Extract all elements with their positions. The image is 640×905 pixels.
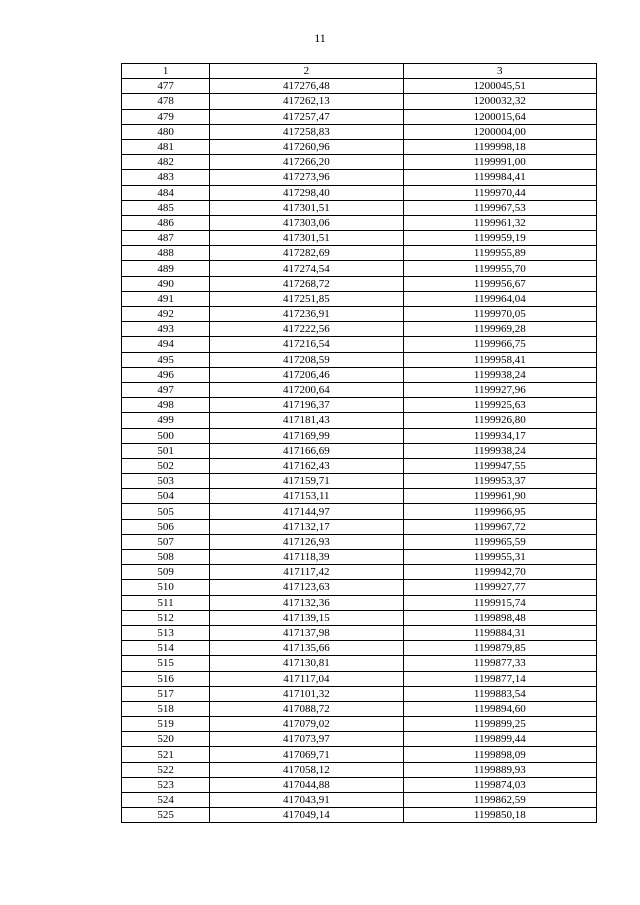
x-coordinate-cell: 417159,71 — [210, 474, 403, 489]
y-coordinate-cell: 1199953,37 — [403, 474, 596, 489]
point-number-cell: 516 — [122, 671, 210, 686]
point-number-cell: 513 — [122, 625, 210, 640]
x-coordinate-cell: 417216,54 — [210, 337, 403, 352]
table-row — [122, 398, 597, 413]
x-coordinate-cell: 417132,36 — [210, 595, 403, 610]
table-row — [122, 489, 597, 504]
table-row — [122, 276, 597, 291]
x-coordinate-cell: 417273,96 — [210, 170, 403, 185]
y-coordinate-cell: 1200015,64 — [403, 109, 596, 124]
y-coordinate-cell: 1199883,54 — [403, 686, 596, 701]
point-number-cell: 485 — [122, 200, 210, 215]
x-coordinate-cell: 417166,69 — [210, 443, 403, 458]
point-number-cell: 523 — [122, 777, 210, 792]
y-coordinate-cell: 1199955,31 — [403, 550, 596, 565]
y-coordinate-cell: 1199915,74 — [403, 595, 596, 610]
x-coordinate-cell: 417117,42 — [210, 565, 403, 580]
y-coordinate-cell: 1199850,18 — [403, 808, 596, 823]
y-coordinate-cell: 1199877,33 — [403, 656, 596, 671]
point-number-cell: 500 — [122, 428, 210, 443]
point-number-cell: 505 — [122, 504, 210, 519]
table-row — [122, 443, 597, 458]
table-row — [122, 155, 597, 170]
y-coordinate-cell: 1199991,00 — [403, 155, 596, 170]
point-number-cell: 491 — [122, 291, 210, 306]
point-number-cell: 482 — [122, 155, 210, 170]
point-number-cell: 520 — [122, 732, 210, 747]
point-number-cell: 511 — [122, 595, 210, 610]
x-coordinate-cell: 417079,02 — [210, 717, 403, 732]
point-number-cell: 477 — [122, 79, 210, 94]
point-number-cell: 488 — [122, 246, 210, 261]
table-row — [122, 307, 597, 322]
point-number-cell: 483 — [122, 170, 210, 185]
x-coordinate-cell: 417208,59 — [210, 352, 403, 367]
y-coordinate-cell: 1199970,05 — [403, 307, 596, 322]
y-coordinate-cell: 1199877,14 — [403, 671, 596, 686]
x-coordinate-cell: 417058,12 — [210, 762, 403, 777]
table-row — [122, 413, 597, 428]
point-number-cell: 510 — [122, 580, 210, 595]
y-coordinate-cell: 1199958,41 — [403, 352, 596, 367]
x-coordinate-cell: 417123,63 — [210, 580, 403, 595]
y-coordinate-cell: 1199879,85 — [403, 641, 596, 656]
y-coordinate-cell: 1199966,95 — [403, 504, 596, 519]
x-coordinate-cell: 417276,48 — [210, 79, 403, 94]
x-coordinate-cell: 417044,88 — [210, 777, 403, 792]
point-number-cell: 512 — [122, 610, 210, 625]
y-coordinate-cell: 1199967,53 — [403, 200, 596, 215]
y-coordinate-cell: 1199969,28 — [403, 322, 596, 337]
y-coordinate-cell: 1199967,72 — [403, 519, 596, 534]
point-number-cell: 499 — [122, 413, 210, 428]
table-row — [122, 246, 597, 261]
point-number-cell: 525 — [122, 808, 210, 823]
x-coordinate-cell: 417266,20 — [210, 155, 403, 170]
y-coordinate-cell: 1199926,80 — [403, 413, 596, 428]
table-row — [122, 215, 597, 230]
y-coordinate-cell: 1199965,59 — [403, 534, 596, 549]
x-coordinate-cell: 417303,06 — [210, 215, 403, 230]
y-coordinate-cell: 1199956,67 — [403, 276, 596, 291]
point-number-cell: 501 — [122, 443, 210, 458]
x-coordinate-cell: 417162,43 — [210, 458, 403, 473]
x-coordinate-cell: 417043,91 — [210, 793, 403, 808]
x-coordinate-cell: 417257,47 — [210, 109, 403, 124]
table-row — [122, 367, 597, 382]
table-row — [122, 732, 597, 747]
x-coordinate-cell: 417069,71 — [210, 747, 403, 762]
point-number-cell: 524 — [122, 793, 210, 808]
x-coordinate-cell: 417268,72 — [210, 276, 403, 291]
y-coordinate-cell: 1199927,77 — [403, 580, 596, 595]
x-coordinate-cell: 417169,99 — [210, 428, 403, 443]
y-coordinate-cell: 1199874,03 — [403, 777, 596, 792]
point-number-cell: 487 — [122, 231, 210, 246]
table-row — [122, 231, 597, 246]
x-coordinate-cell: 417126,93 — [210, 534, 403, 549]
point-number-cell: 481 — [122, 139, 210, 154]
y-coordinate-cell: 1199998,18 — [403, 139, 596, 154]
y-coordinate-cell: 1199984,41 — [403, 170, 596, 185]
column-header-3: 3 — [403, 64, 596, 79]
x-coordinate-cell: 417073,97 — [210, 732, 403, 747]
x-coordinate-cell: 417135,66 — [210, 641, 403, 656]
y-coordinate-cell: 1199899,25 — [403, 717, 596, 732]
y-coordinate-cell: 1199964,04 — [403, 291, 596, 306]
x-coordinate-cell: 417196,37 — [210, 398, 403, 413]
table-row — [122, 139, 597, 154]
x-coordinate-cell: 417301,51 — [210, 200, 403, 215]
table-row — [122, 808, 597, 823]
table-row — [122, 686, 597, 701]
table-row — [122, 200, 597, 215]
y-coordinate-cell: 1200004,00 — [403, 124, 596, 139]
table-row — [122, 625, 597, 640]
column-header-2: 2 — [210, 64, 403, 79]
x-coordinate-cell: 417088,72 — [210, 701, 403, 716]
point-number-cell: 478 — [122, 94, 210, 109]
x-coordinate-cell: 417262,13 — [210, 94, 403, 109]
y-coordinate-cell: 1199898,09 — [403, 747, 596, 762]
point-number-cell: 518 — [122, 701, 210, 716]
y-coordinate-cell: 1199947,55 — [403, 458, 596, 473]
point-number-cell: 496 — [122, 367, 210, 382]
y-coordinate-cell: 1199938,24 — [403, 443, 596, 458]
x-coordinate-cell: 417130,81 — [210, 656, 403, 671]
point-number-cell: 494 — [122, 337, 210, 352]
table-header-row — [122, 64, 597, 79]
table-row — [122, 124, 597, 139]
x-coordinate-cell: 417260,96 — [210, 139, 403, 154]
table-row — [122, 504, 597, 519]
table-row — [122, 793, 597, 808]
point-number-cell: 522 — [122, 762, 210, 777]
y-coordinate-cell: 1199934,17 — [403, 428, 596, 443]
table-row — [122, 337, 597, 352]
point-number-cell: 495 — [122, 352, 210, 367]
table-row — [122, 352, 597, 367]
point-number-cell: 492 — [122, 307, 210, 322]
x-coordinate-cell: 417222,56 — [210, 322, 403, 337]
point-number-cell: 506 — [122, 519, 210, 534]
table-body — [122, 79, 597, 823]
y-coordinate-cell: 1199955,89 — [403, 246, 596, 261]
point-number-cell: 508 — [122, 550, 210, 565]
table-row — [122, 777, 597, 792]
y-coordinate-cell: 1199959,19 — [403, 231, 596, 246]
point-number-cell: 509 — [122, 565, 210, 580]
table-row — [122, 382, 597, 397]
x-coordinate-cell: 417139,15 — [210, 610, 403, 625]
table-row — [122, 322, 597, 337]
table-row — [122, 291, 597, 306]
x-coordinate-cell: 417258,83 — [210, 124, 403, 139]
y-coordinate-cell: 1199961,90 — [403, 489, 596, 504]
y-coordinate-cell: 1199927,96 — [403, 382, 596, 397]
table-row — [122, 261, 597, 276]
y-coordinate-cell: 1200032,32 — [403, 94, 596, 109]
table-row — [122, 474, 597, 489]
table-row — [122, 595, 597, 610]
coordinates-table — [121, 63, 597, 823]
point-number-cell: 519 — [122, 717, 210, 732]
point-number-cell: 521 — [122, 747, 210, 762]
x-coordinate-cell: 417137,98 — [210, 625, 403, 640]
point-number-cell: 504 — [122, 489, 210, 504]
y-coordinate-cell: 1200045,51 — [403, 79, 596, 94]
y-coordinate-cell: 1199938,24 — [403, 367, 596, 382]
point-number-cell: 507 — [122, 534, 210, 549]
x-coordinate-cell: 417274,54 — [210, 261, 403, 276]
x-coordinate-cell: 417206,46 — [210, 367, 403, 382]
table-row — [122, 610, 597, 625]
table-row — [122, 170, 597, 185]
point-number-cell: 502 — [122, 458, 210, 473]
table-row — [122, 79, 597, 94]
table-row — [122, 185, 597, 200]
y-coordinate-cell: 1199899,44 — [403, 732, 596, 747]
table-row — [122, 94, 597, 109]
point-number-cell: 490 — [122, 276, 210, 291]
point-number-cell: 498 — [122, 398, 210, 413]
x-coordinate-cell: 417200,64 — [210, 382, 403, 397]
y-coordinate-cell: 1199894,60 — [403, 701, 596, 716]
table-row — [122, 671, 597, 686]
x-coordinate-cell: 417282,69 — [210, 246, 403, 261]
column-header-1: 1 — [122, 64, 210, 79]
point-number-cell: 484 — [122, 185, 210, 200]
point-number-cell: 514 — [122, 641, 210, 656]
point-number-cell: 489 — [122, 261, 210, 276]
x-coordinate-cell: 417144,97 — [210, 504, 403, 519]
y-coordinate-cell: 1199925,63 — [403, 398, 596, 413]
x-coordinate-cell: 417251,85 — [210, 291, 403, 306]
x-coordinate-cell: 417181,43 — [210, 413, 403, 428]
point-number-cell: 497 — [122, 382, 210, 397]
y-coordinate-cell: 1199955,70 — [403, 261, 596, 276]
table-row — [122, 458, 597, 473]
point-number-cell: 480 — [122, 124, 210, 139]
y-coordinate-cell: 1199970,44 — [403, 185, 596, 200]
y-coordinate-cell: 1199942,70 — [403, 565, 596, 580]
point-number-cell: 479 — [122, 109, 210, 124]
point-number-cell: 517 — [122, 686, 210, 701]
x-coordinate-cell: 417153,11 — [210, 489, 403, 504]
point-number-cell: 515 — [122, 656, 210, 671]
x-coordinate-cell: 417298,40 — [210, 185, 403, 200]
table-row — [122, 565, 597, 580]
table-row — [122, 762, 597, 777]
table-row — [122, 428, 597, 443]
y-coordinate-cell: 1199862,59 — [403, 793, 596, 808]
table-row — [122, 747, 597, 762]
point-number-cell: 486 — [122, 215, 210, 230]
table-row — [122, 580, 597, 595]
y-coordinate-cell: 1199889,93 — [403, 762, 596, 777]
table-row — [122, 550, 597, 565]
table-row — [122, 656, 597, 671]
y-coordinate-cell: 1199966,75 — [403, 337, 596, 352]
x-coordinate-cell: 417101,32 — [210, 686, 403, 701]
x-coordinate-cell: 417132,17 — [210, 519, 403, 534]
x-coordinate-cell: 417049,14 — [210, 808, 403, 823]
y-coordinate-cell: 1199884,31 — [403, 625, 596, 640]
point-number-cell: 503 — [122, 474, 210, 489]
point-number-cell: 493 — [122, 322, 210, 337]
table-row — [122, 717, 597, 732]
y-coordinate-cell: 1199961,32 — [403, 215, 596, 230]
y-coordinate-cell: 1199898,48 — [403, 610, 596, 625]
table-row — [122, 641, 597, 656]
page-number: 11 — [314, 31, 326, 45]
x-coordinate-cell: 417118,39 — [210, 550, 403, 565]
table-row — [122, 519, 597, 534]
table-row — [122, 701, 597, 716]
x-coordinate-cell: 417236,91 — [210, 307, 403, 322]
table-row — [122, 534, 597, 549]
table-row — [122, 109, 597, 124]
x-coordinate-cell: 417117,04 — [210, 671, 403, 686]
x-coordinate-cell: 417301,51 — [210, 231, 403, 246]
